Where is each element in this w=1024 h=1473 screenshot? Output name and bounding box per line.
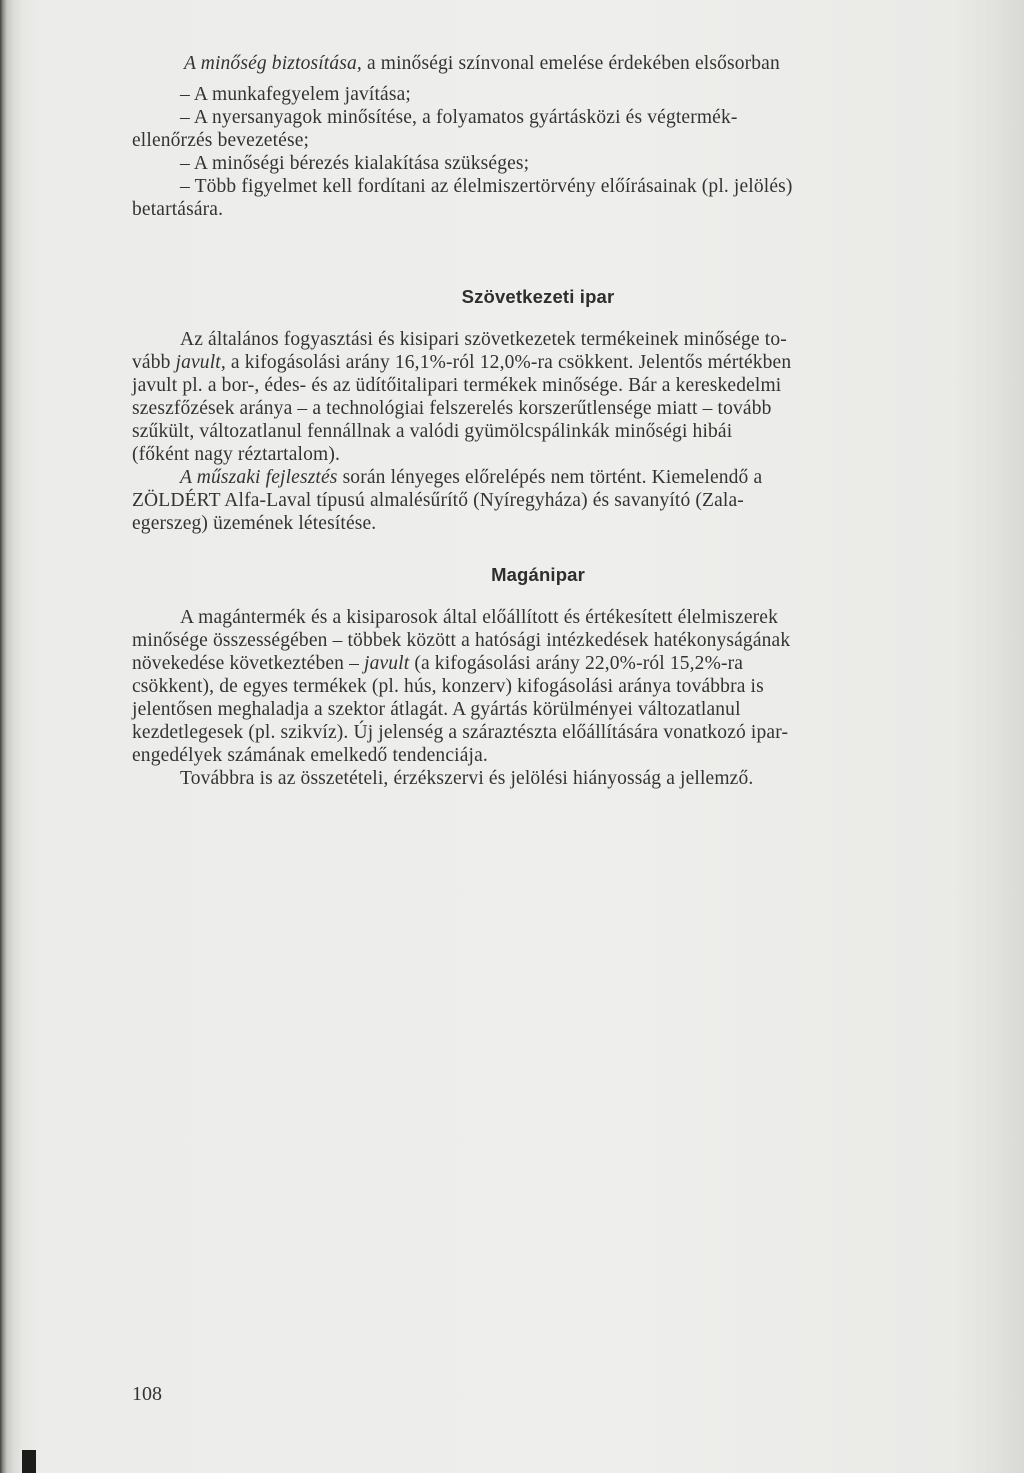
text-span: (a kifogásolási arány 22,0%-ról 15,2%-ra — [409, 653, 744, 674]
text-span: vább — [132, 352, 176, 373]
page-body — [132, 52, 1008, 790]
italic-emphasis: javult, — [175, 352, 226, 373]
italic-emphasis: javult — [364, 653, 410, 674]
paragraph-line: ZÖLDÉRT Alfa-Laval típusú almalésűrítő (Nyíregyháza) és savanyító (Zala- — [132, 490, 744, 511]
bullet-item: – A minőségi bérezés kialakítása szükséges; — [180, 153, 530, 174]
text-span: növekedése következtében – — [132, 653, 364, 674]
paragraph-line — [132, 466, 1008, 489]
bullet-item: – A munkafegyelem javítása; — [180, 84, 411, 105]
paragraph-line: szűkült, változatlanul fennállnak a valódi gyümölcspálinkák minőségi hibái — [132, 421, 733, 442]
paragraph-line: egerszeg) üzemének létesítése. — [132, 513, 377, 534]
intro-italic-lead: A minőség biztosítása, — [184, 53, 362, 74]
paragraph-line: javult pl. a bor-, édes- és az üdítőitalipari termékek minősége. Bár a kereskedelmi — [132, 375, 782, 396]
italic-emphasis: A műszaki fejlesztés — [180, 467, 338, 488]
paragraph-line: csökkent), de egyes termékek (pl. hús, konzerv) kifogásolási aránya továbbra is — [132, 676, 764, 697]
bullet-item-continuation: ellenőrzés bevezetése; — [132, 130, 310, 151]
paragraph-line: kezdetlegesek (pl. szikvíz). Új jelenség a száraztészta előállítására vonatkozó ipar- — [132, 722, 789, 743]
paragraph-line — [132, 351, 1008, 374]
bullet-item: – A nyersanyagok minősítése, a folyamatos gyártásközi és végtermék- — [180, 107, 738, 128]
paragraph-line: (főként nagy réztartalom). — [132, 444, 341, 465]
page-number: 108 — [132, 1383, 162, 1405]
paragraph-line: Továbbra is az összetételi, érzékszervi és jelölési hiányosság a jellemző. — [180, 768, 754, 789]
section-heading-maganipar: Magánipar — [491, 564, 585, 585]
bullet-item: – Több figyelmet kell fordítani az élelmiszertörvény előírásainak (pl. jelölés) — [180, 176, 793, 197]
paragraph-line — [132, 652, 1008, 675]
section-heading-szovetkezeti-ipar: Szövetkezeti ipar — [461, 286, 615, 307]
paragraph-line: engedélyek számának emelkedő tendenciája. — [132, 745, 488, 766]
paragraph-line: jelentősen meghaladja a szektor átlagát. A gyártás körülményei változatlanul — [132, 699, 741, 720]
book-binding-shadow — [0, 0, 22, 1473]
paragraph-line: szeszfőzések aránya – a technológiai felszerelés korszerűtlensége miatt – tovább — [132, 398, 772, 419]
intro-lead-text: a minőségi színvonal emelése érdekében elsősorban — [361, 53, 780, 74]
paragraph-line: Az általános fogyasztási és kisipari szövetkezetek termékeinek minősége to- — [180, 329, 787, 350]
paragraph-line: A magántermék és a kisiparosok által előállított és értékesített élelmiszerek — [180, 607, 778, 628]
text-span: során lényeges előrelépés nem történt. Kiemelendő a — [337, 467, 763, 488]
paragraph-line: minősége összességében – többek között a hatósági intézkedések hatékonyságának — [132, 630, 791, 651]
text-span: a kifogásolási arány 16,1%-ról 12,0%-ra csökkent. Jelentős mértékben — [225, 352, 792, 373]
scan-corner-mark — [22, 1450, 36, 1473]
bullet-item-continuation: betartására. — [132, 199, 224, 220]
intro-paragraph — [132, 52, 1008, 75]
